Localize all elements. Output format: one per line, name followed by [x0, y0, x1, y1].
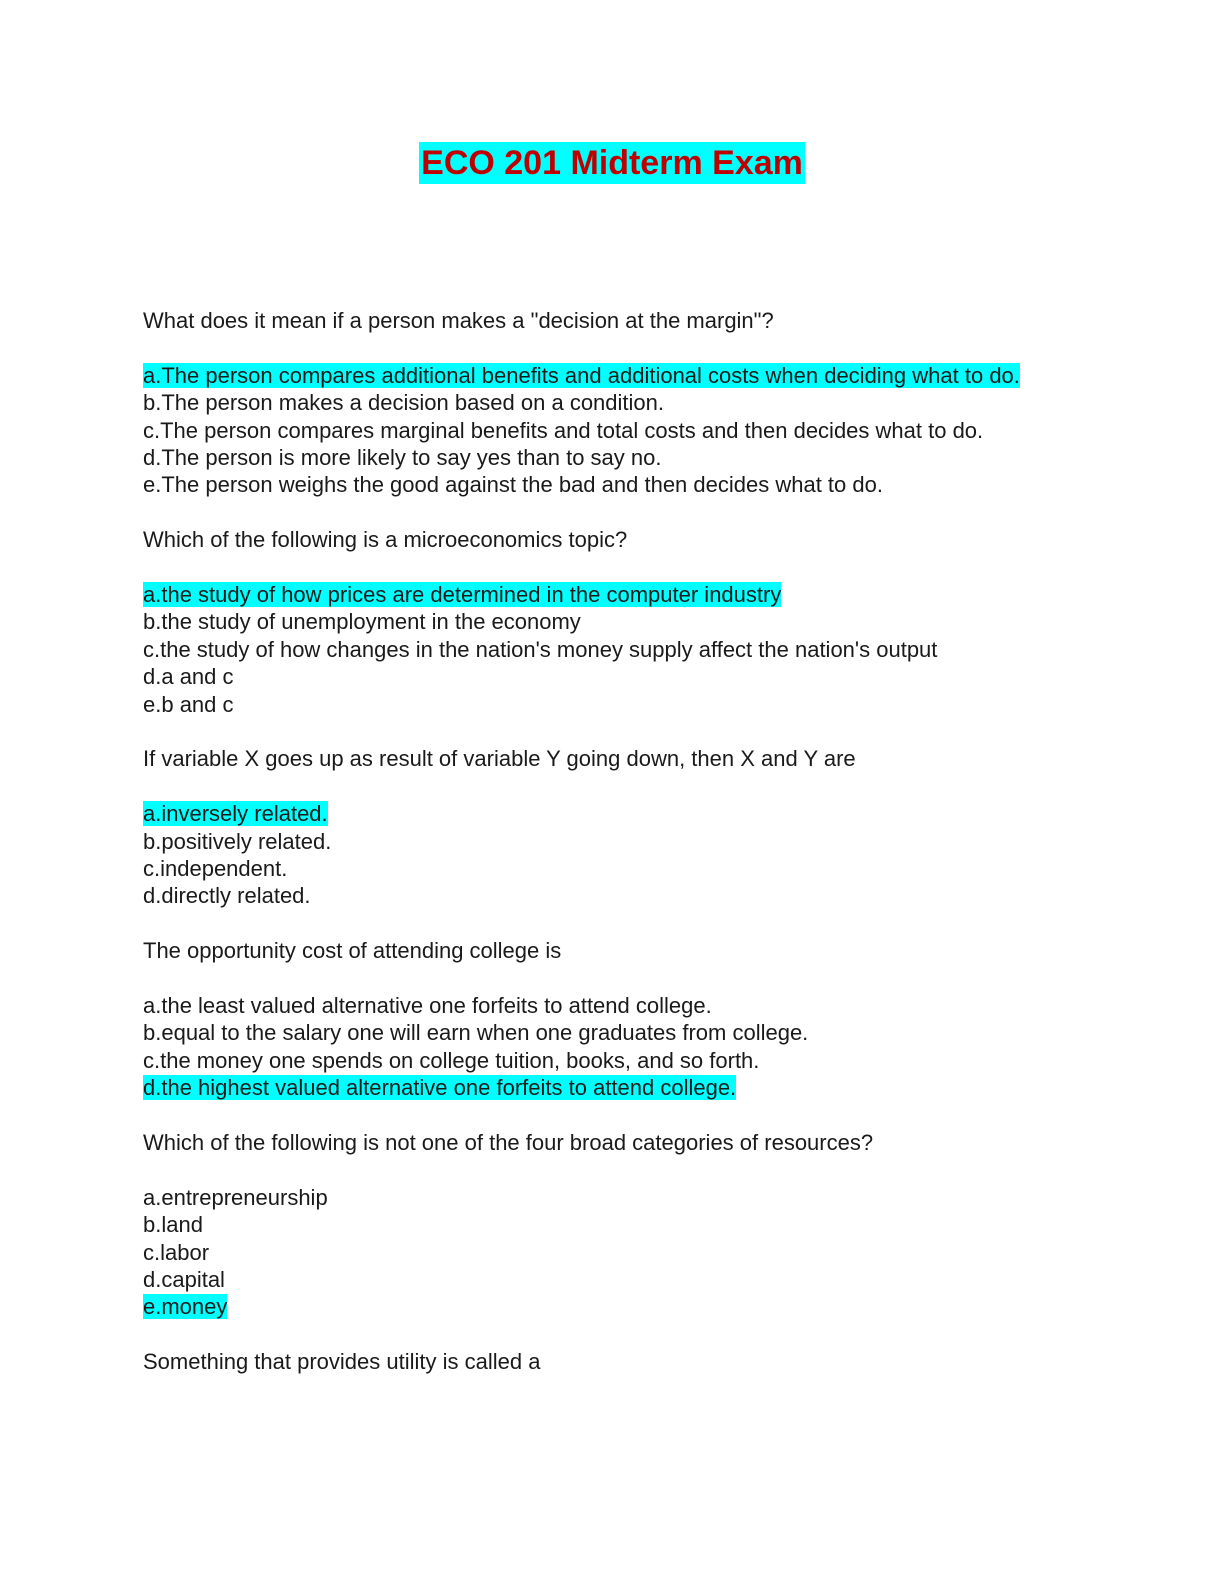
answer-options [143, 800, 1063, 910]
answer-option: b.the study of unemployment in the economy [143, 609, 581, 635]
answer-option-highlighted: a.the study of how prices are determined in the computer industry [143, 582, 782, 608]
answer-option: a.the least valued alternative one forfeits to attend college. [143, 993, 712, 1019]
question-block [143, 1129, 1063, 1321]
answer-option: c.The person compares marginal benefits and total costs and then decides what to do. [143, 417, 984, 443]
question-block [143, 937, 1063, 1101]
answer-options [143, 362, 1063, 499]
answer-options [143, 581, 1063, 718]
title-wrapper [0, 142, 1224, 184]
answer-option: b.land [143, 1212, 203, 1238]
question-text: The opportunity cost of attending college is [143, 938, 562, 964]
answer-option: c.labor [143, 1239, 210, 1265]
question-text: If variable X goes up as result of variable Y going down, then X and Y are [143, 746, 856, 772]
answer-option-highlighted: d.the highest valued alternative one forfeits to attend college. [143, 1075, 737, 1101]
answer-option: c.the money one spends on college tuition, books, and so forth. [143, 1047, 760, 1073]
question-block [143, 307, 1063, 499]
answer-option: e.The person weighs the good against the bad and then decides what to do. [143, 472, 883, 498]
answer-option: c.the study of how changes in the nation's money supply affect the nation's output [143, 636, 938, 662]
answer-option: d.directly related. [143, 883, 311, 909]
question-text: Which of the following is a microeconomics topic? [143, 527, 628, 553]
question-text: What does it mean if a person makes a "decision at the margin"? [143, 308, 774, 333]
answer-option-highlighted: a.The person compares additional benefits and additional costs when deciding what to do. [143, 362, 1020, 388]
answer-option: b.positively related. [143, 828, 332, 854]
question-text: Something that provides utility is called a [143, 1349, 541, 1375]
answer-option: b.equal to the salary one will earn when one graduates from college. [143, 1020, 809, 1046]
answer-options [143, 992, 1063, 1102]
answer-option: b.The person makes a decision based on a condition. [143, 390, 664, 416]
answer-option: d.capital [143, 1267, 225, 1293]
answer-option: d.The person is more likely to say yes than to say no. [143, 445, 662, 471]
question-block [143, 1348, 1063, 1375]
answer-options [143, 1184, 1063, 1321]
answer-option-highlighted: a.inversely related. [143, 801, 328, 827]
answer-option: a.entrepreneurship [143, 1184, 328, 1210]
answer-option: e.b and c [143, 691, 234, 717]
answer-option: c.independent. [143, 856, 288, 882]
document-title: ECO 201 Midterm Exam [421, 144, 803, 182]
answer-option: d.a and c [143, 664, 234, 690]
question-text: Which of the following is not one of the four broad categories of resources? [143, 1130, 874, 1156]
question-block [143, 745, 1063, 909]
questions-container [143, 307, 1063, 1403]
question-block [143, 526, 1063, 718]
answer-option-highlighted: e.money [143, 1294, 228, 1320]
